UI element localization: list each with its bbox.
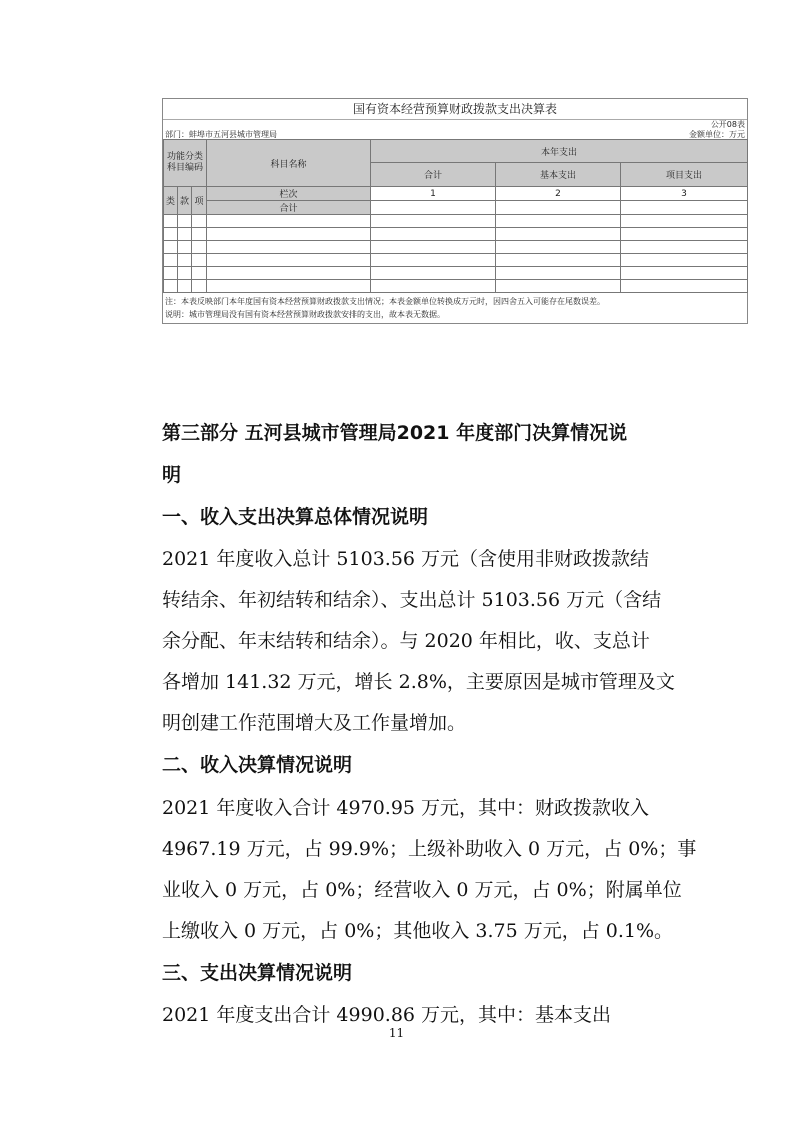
header-total: 合计 xyxy=(371,163,496,187)
table-cell xyxy=(496,201,621,215)
table-row xyxy=(164,280,748,293)
state-capital-expenditure-table xyxy=(162,98,748,324)
section-heading-2: 二、收入决算情况说明 xyxy=(162,754,353,776)
header-lei: 类 xyxy=(164,187,178,215)
table-cell xyxy=(371,201,496,215)
part-title-continued: 明 xyxy=(162,464,182,486)
paragraph-line: 业收入 0 万元，占 0%；经营收入 0 万元，占 0%；附属单位 xyxy=(162,879,682,901)
amount-unit-label: 金额单位：万元 xyxy=(689,130,745,139)
table-row xyxy=(164,228,748,241)
header-project-expenditure: 项目支出 xyxy=(621,163,748,187)
table-note: 注：本表反映部门本年度国有资本经营预算财政拨款支出情况；本表金额单位转换成万元时，因四舍五入可能存在尾数误差。 xyxy=(165,297,605,306)
row-column-index-label: 栏次 xyxy=(207,187,371,201)
table-row xyxy=(164,241,748,254)
page-number: 11 xyxy=(388,1026,405,1040)
paragraph-line: 2021 年度收入合计 4970.95 万元，其中：财政拨款收入 xyxy=(162,797,650,819)
header-function-class: 功能分类 xyxy=(167,152,204,162)
header-current-year-expenditure: 本年支出 xyxy=(371,140,748,163)
header-function-code xyxy=(164,140,207,187)
table-row xyxy=(164,215,748,228)
table-row xyxy=(164,254,748,267)
form-number: 公开08表 xyxy=(710,120,745,129)
header-basic-expenditure: 基本支出 xyxy=(496,163,621,187)
paragraph-line: 上缴收入 0 万元，占 0%；其他收入 3.75 万元，占 0.1%。 xyxy=(162,920,674,942)
header-subject-name: 科目名称 xyxy=(207,140,371,187)
header-xiang: 项 xyxy=(192,187,207,215)
table-title: 国有资本经营预算财政拨款支出决算表 xyxy=(163,99,747,120)
table-grid xyxy=(163,139,747,293)
paragraph-line: 各增加 141.32 万元，增长 2.8%，主要原因是城市管理及文 xyxy=(162,671,675,693)
paragraph-line: 2021 年度收入总计 5103.56 万元（含使用非财政拨款结 xyxy=(162,548,650,570)
column-index-2: 2 xyxy=(496,187,621,201)
header-kuan: 款 xyxy=(178,187,192,215)
section-heading-3: 三、支出决算情况说明 xyxy=(162,962,353,984)
header-subject-code: 科目编码 xyxy=(167,163,204,173)
section-heading-1: 一、收入支出决算总体情况说明 xyxy=(162,506,429,528)
paragraph-line: 转结余、年初结转和结余）、支出总计 5103.56 万元（含结 xyxy=(162,589,662,611)
table-cell xyxy=(621,201,748,215)
row-total-label: 合计 xyxy=(207,201,371,215)
part-title: 第三部分 五河县城市管理局2021 年度部门决算情况说 xyxy=(162,422,628,444)
paragraph-line: 2021 年度支出合计 4990.86 万元，其中：基本支出 xyxy=(162,1004,612,1026)
paragraph-line: 余分配、年末结转和结余）。与 2020 年相比，收、支总计 xyxy=(162,630,650,652)
table-explanation: 说明：城市管理局没有国有资本经营预算财政拨款安排的支出，故本表无数据。 xyxy=(165,310,445,319)
table-row xyxy=(164,267,748,280)
paragraph-line: 明创建工作范围增大及工作量增加。 xyxy=(162,712,467,734)
department-label: 部门：蚌埠市五河县城市管理局 xyxy=(165,130,277,139)
column-index-3: 3 xyxy=(621,187,748,201)
paragraph-line: 4967.19 万元，占 99.9%；上级补助收入 0 万元，占 0%；事 xyxy=(162,838,697,860)
column-index-1: 1 xyxy=(371,187,496,201)
